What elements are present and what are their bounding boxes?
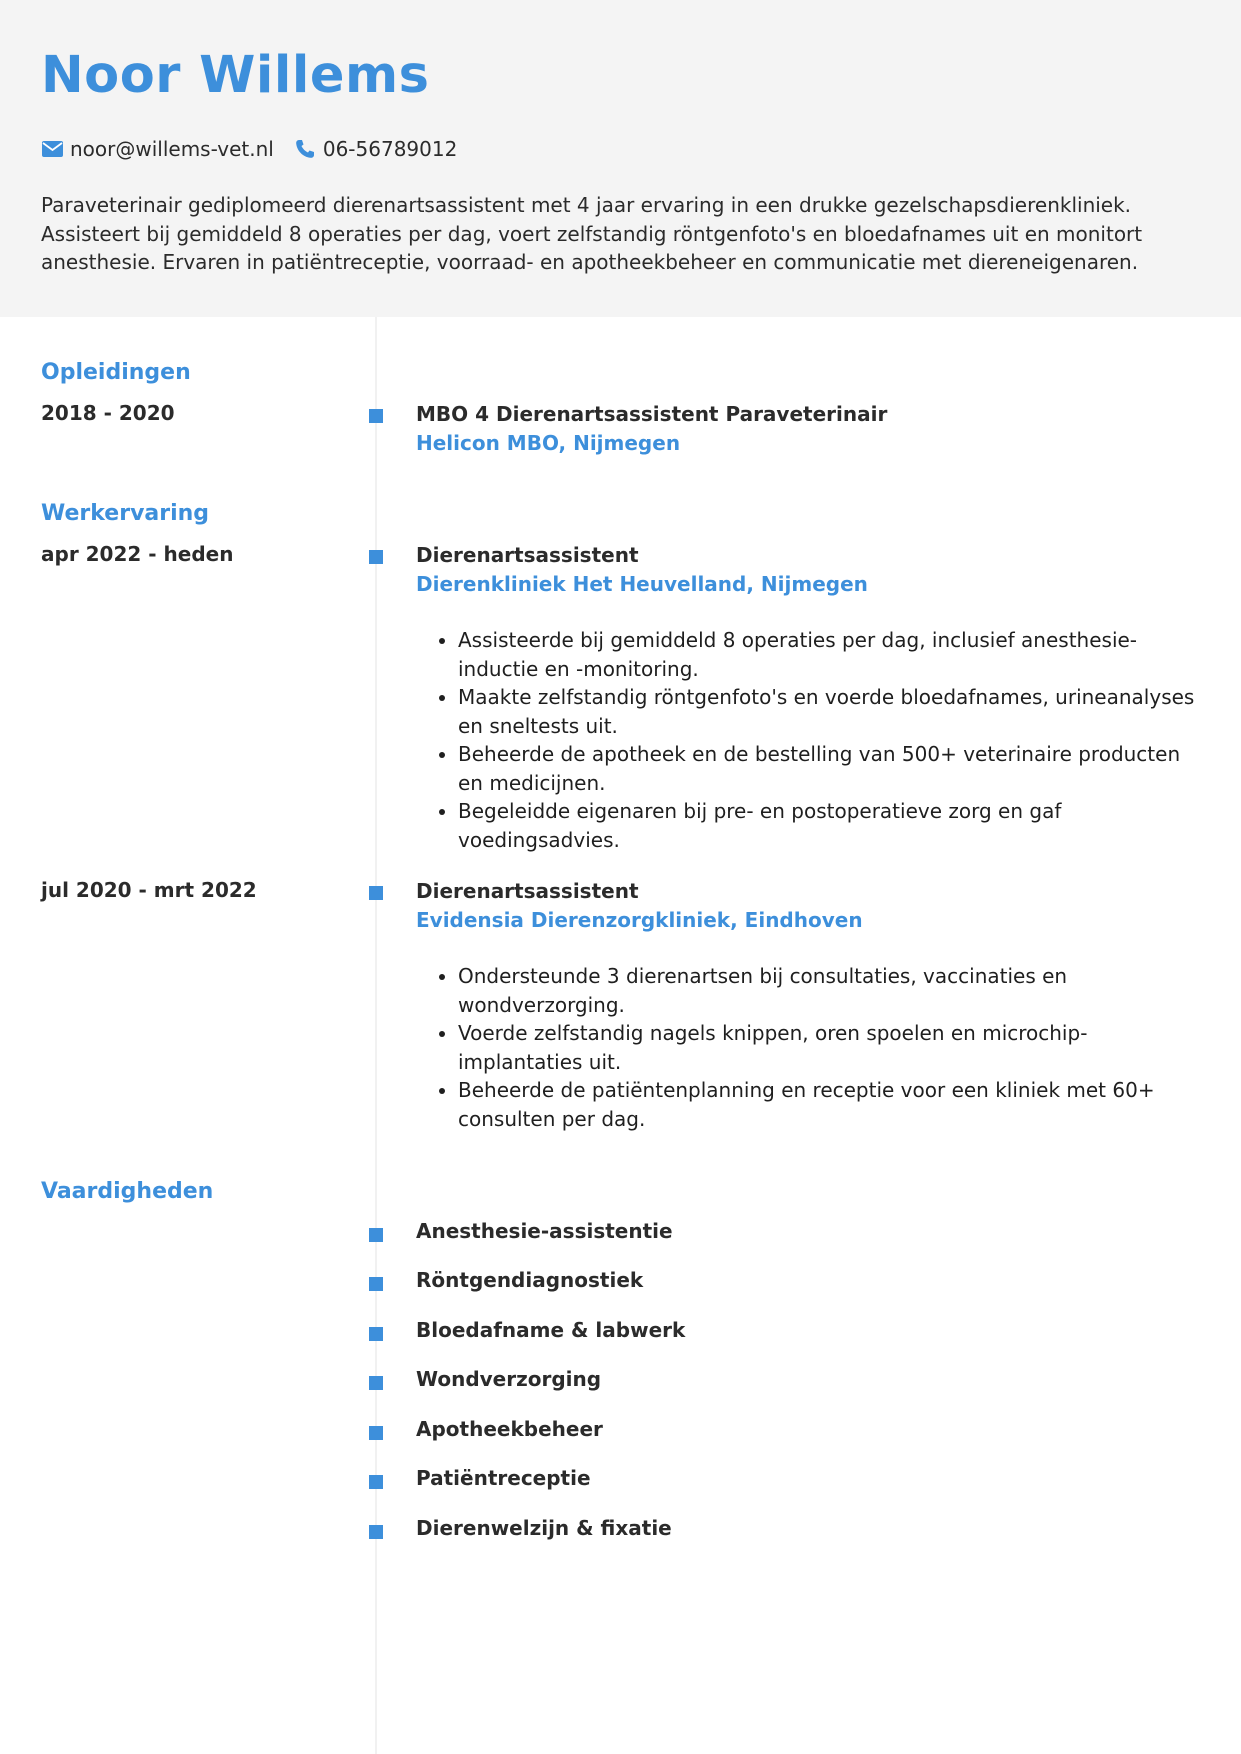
job-company: Dierenkliniek Het Heuvelland, Nijmegen bbox=[416, 572, 868, 596]
skill-item: Wondverzorging bbox=[416, 1367, 602, 1391]
timeline-marker bbox=[369, 1525, 383, 1539]
experience-heading: Werkervaring bbox=[41, 501, 210, 526]
phone-contact[interactable] bbox=[294, 137, 457, 161]
skill-item: Röntgendiagnostiek bbox=[416, 1268, 644, 1292]
timeline-marker bbox=[369, 1426, 383, 1440]
contact-info bbox=[41, 134, 1200, 164]
job-bullet: • Maakte zelfstandig röntgenfoto's en voerde bloedafnames, urineanalyses en sneltests uit. bbox=[458, 683, 1198, 740]
timeline-marker bbox=[369, 550, 383, 564]
job-bullets bbox=[416, 626, 1198, 854]
timeline-marker bbox=[369, 409, 383, 423]
job-bullet: • Voerde zelfstandig nagels knippen, oren spoelen en microchip-implantaties uit. bbox=[458, 1019, 1198, 1076]
skill-item: Patiëntreceptie bbox=[416, 1466, 591, 1490]
job-bullet: • Beheerde de apotheek en de bestelling van 500+ veterinaire producten en medicijnen. bbox=[458, 740, 1198, 797]
timeline-marker bbox=[369, 1327, 383, 1341]
skill-item: Anesthesie-assistentie bbox=[416, 1219, 673, 1243]
job-bullets bbox=[416, 962, 1198, 1133]
candidate-name: Noor Willems bbox=[41, 46, 430, 105]
job-bullet: • Ondersteunde 3 dierenartsen bij consultaties, vaccinaties en wondverzorging. bbox=[458, 962, 1198, 1019]
degree-title: MBO 4 Dierenartsassistent Paraveterinair bbox=[416, 402, 888, 426]
timeline-marker bbox=[369, 886, 383, 900]
email-contact[interactable] bbox=[41, 137, 274, 161]
skill-item: Apotheekbeheer bbox=[416, 1417, 603, 1441]
job-role: Dierenartsassistent bbox=[416, 879, 639, 903]
skill-item: Dierenwelzijn & fixatie bbox=[416, 1516, 672, 1540]
job-bullet: • Assisteerde bij gemiddeld 8 operaties per dag, inclusief anesthesie-inductie en -monitoring. bbox=[458, 626, 1198, 683]
timeline-marker bbox=[369, 1475, 383, 1489]
skills-heading: Vaardigheden bbox=[41, 1179, 214, 1204]
timeline-marker bbox=[369, 1376, 383, 1390]
job-entry bbox=[416, 877, 1196, 1133]
phone-icon bbox=[294, 138, 316, 160]
timeline-marker bbox=[369, 1228, 383, 1242]
job-bullet: • Begeleidde eigenaren bij pre- en postoperatieve zorg en gaf voedingsadvies. bbox=[458, 797, 1198, 854]
resume-header bbox=[0, 0, 1241, 317]
profile-summary: Paraveterinair gediplomeerd dierenartsassistent met 4 jaar ervaring in een drukke gezelschapsdierenkliniek. Assisteert bij gemiddeld 8 operaties per dag, voert zelfstandig röntgenfoto's en bloedafnames uit en monitort anesthesie. Ervaren in patiëntreceptie, voorraad- en apotheekbeheer en communicatie met diereneigenaren. bbox=[41, 193, 1143, 274]
phone-text[interactable]: 06-56789012 bbox=[322, 137, 458, 161]
education-heading: Opleidingen bbox=[41, 360, 191, 385]
job-role: Dierenartsassistent bbox=[416, 543, 639, 567]
skill-item: Bloedafname & labwerk bbox=[416, 1318, 686, 1342]
job-date: apr 2022 - heden bbox=[41, 542, 234, 566]
email-text[interactable]: noor@willems-vet.nl bbox=[70, 137, 274, 161]
job-entry bbox=[416, 541, 1196, 854]
education-date: 2018 - 2020 bbox=[41, 401, 175, 425]
school-name: Helicon MBO, Nijmegen bbox=[416, 431, 681, 455]
envelope-icon bbox=[41, 138, 63, 160]
job-bullet: • Beheerde de patiëntenplanning en receptie voor een kliniek met 60+ consulten per dag. bbox=[458, 1076, 1198, 1133]
job-company: Evidensia Dierenzorgkliniek, Eindhoven bbox=[416, 908, 863, 932]
education-entry bbox=[416, 400, 1196, 458]
job-date: jul 2020 - mrt 2022 bbox=[41, 878, 257, 902]
timeline-marker bbox=[369, 1277, 383, 1291]
